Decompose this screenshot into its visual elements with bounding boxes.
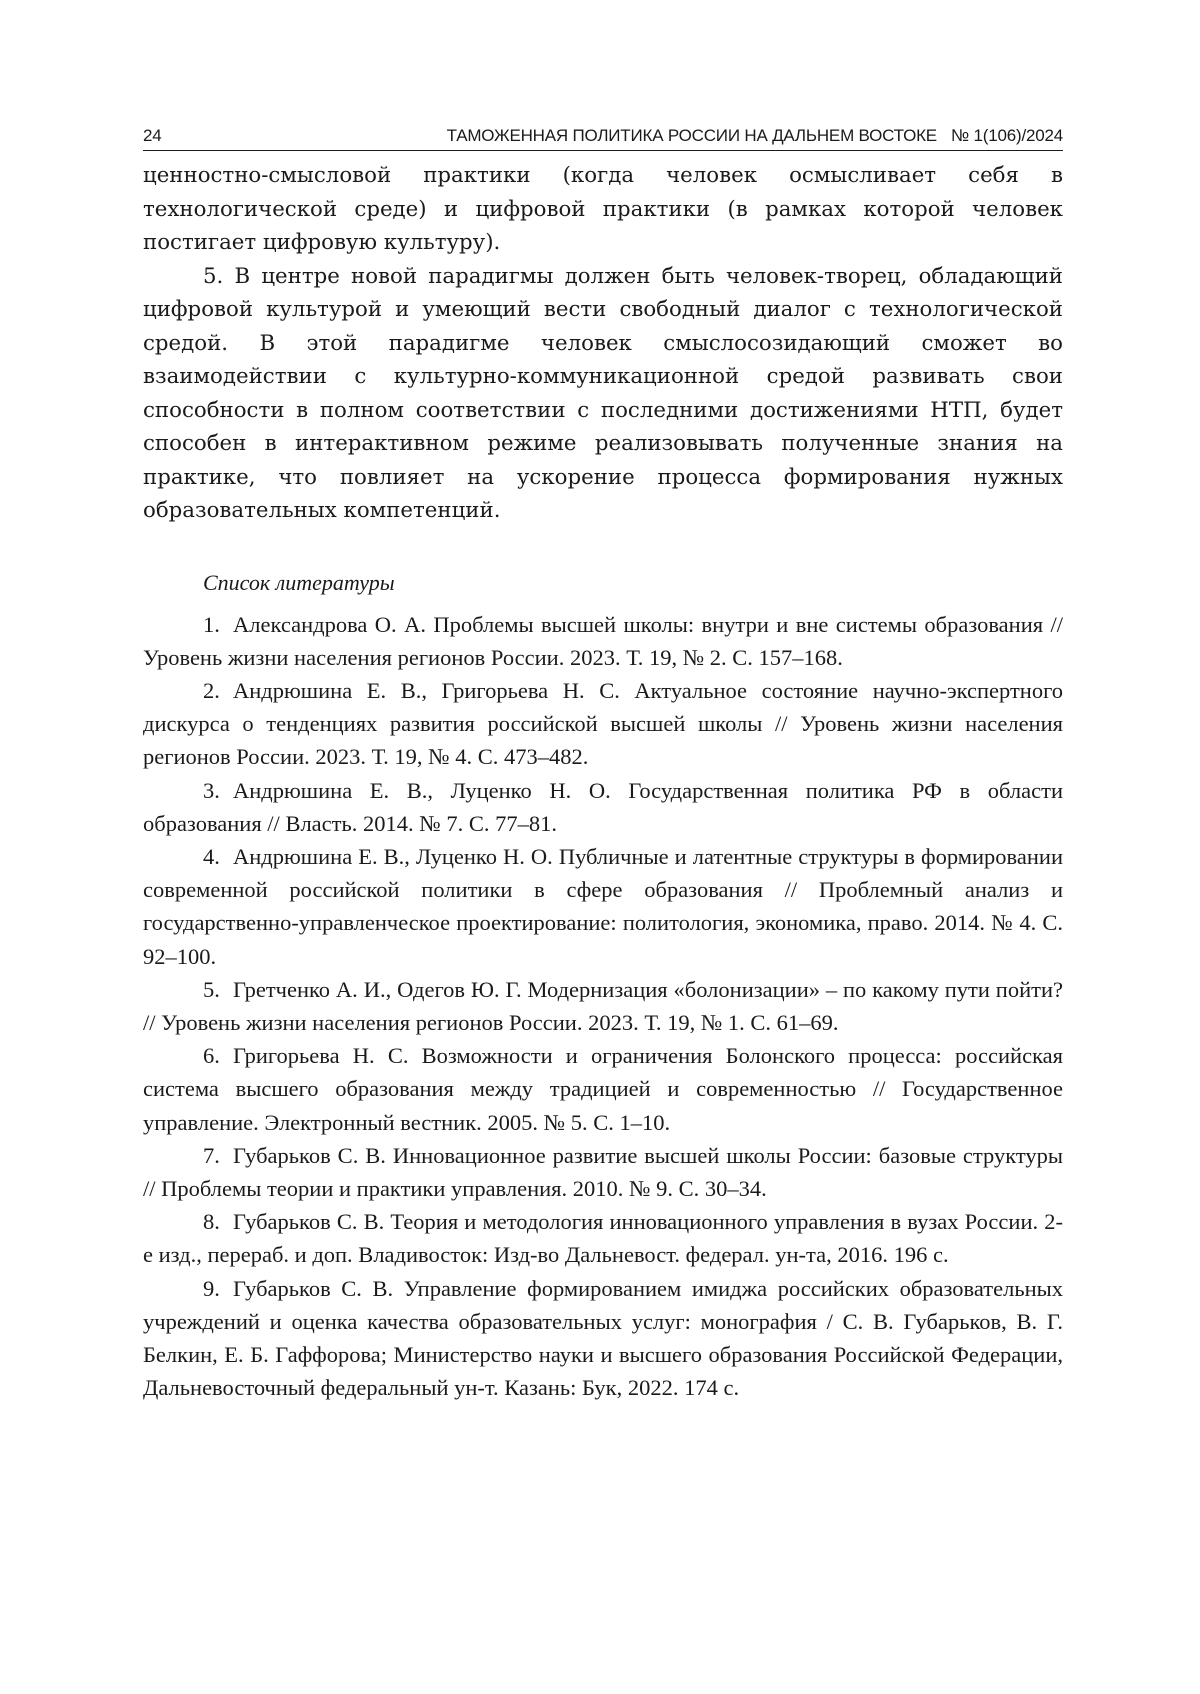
reference-text: Гретченко А. И., Одегов Ю. Г. Модернизация «болонизации» – по какому пути пойти? // Уровень жизни населения регионов России. 2023. Т. 19, № 1. С. 61–69. bbox=[143, 976, 1063, 1035]
reference-item bbox=[143, 1139, 1063, 1205]
body-text bbox=[143, 159, 1063, 528]
reference-number: 5. bbox=[203, 976, 220, 1002]
reference-text: Григорьева Н. С. Возможности и ограничения Болонского процесса: российская система высшего образования между традицией и современностью // Государственное управление. Электронный вестник. 2005. № 5. С. 1–10. bbox=[143, 1043, 1063, 1135]
reference-number: 7. bbox=[203, 1142, 220, 1168]
reference-item bbox=[143, 840, 1063, 973]
page bbox=[143, 126, 1063, 1404]
reference-number: 2. bbox=[203, 677, 220, 703]
reference-number: 1. bbox=[203, 611, 220, 637]
reference-item bbox=[143, 674, 1063, 774]
journal-title: ТАМОЖЕННАЯ ПОЛИТИКА РОССИИ НА ДАЛЬНЕМ ВОСТОКЕ bbox=[446, 126, 937, 145]
reference-item bbox=[143, 608, 1063, 674]
page-number: 24 bbox=[143, 126, 162, 145]
reference-text: Александрова О. А. Проблемы высшей школы: внутри и вне системы образования // Уровень жизни населения регионов России. 2023. Т. 19, № 2. С. 157–168. bbox=[143, 611, 1063, 670]
body-paragraph-1: ценностно-смысловой практики (когда человек осмысливает себя в технологической среде) и цифровой практики (в рамках которой человек постигает цифровую культуру). bbox=[143, 163, 1063, 255]
header-right bbox=[447, 126, 1063, 146]
reference-item bbox=[143, 1039, 1063, 1139]
reference-text: Губарьков С. В. Управление формированием имиджа российских образовательных учреждений и оценка качества образовательных услуг: монография / С. В. Губарьков, В. Г. Белкин, Е. Б. Гаффорова; Министерство науки и высшего образования Российской Федерации, Дальневосточный федеральный ун-т. Казань: Бук, 2022. 174 с. bbox=[143, 1275, 1063, 1401]
reference-text: Губарьков С. В. Инновационное развитие высшей школы России: базовые структуры // Проблемы теории и практики управления. 2010. № 9. С. 30–34. bbox=[143, 1142, 1063, 1201]
reference-text: Андрюшина Е. В., Луценко Н. О. Государственная политика РФ в области образования // Власть. 2014. № 7. С. 77–81. bbox=[143, 777, 1063, 836]
reference-text: Андрюшина Е. В., Луценко Н. О. Публичные и латентные структуры в формировании современной российской политики в сфере образования // Проблемный анализ и государственно-управленческое проектирование: политология, экономика, право. 2014. № 4. С. 92–100. bbox=[143, 843, 1063, 969]
reference-text: Губарьков С. В. Теория и методология инновационного управления в вузах России. 2-е изд., перераб. и доп. Владивосток: Изд-во Дальневост. федерал. ун-та, 2016. 196 с. bbox=[143, 1209, 1063, 1268]
reference-number: 8. bbox=[203, 1209, 220, 1235]
references-list bbox=[143, 608, 1063, 1405]
reference-item bbox=[143, 973, 1063, 1039]
reference-item bbox=[143, 1205, 1063, 1271]
issue-number: № 1(106)/2024 bbox=[950, 126, 1063, 145]
reference-number: 6. bbox=[203, 1043, 220, 1069]
body-paragraph-2: 5. В центре новой парадигмы должен быть человек-творец, обладающий цифровой культурой и умеющий вести свободный диалог с технологической средой. В этой парадигме человек смыслосозидающий сможет во взаимодействии с культурно-коммуникационной средой развивать свои способности в полном соответствии с последними достижениями НТП, будет способен в интерактивном режиме реализовывать полученные знания на практике, что повлияет на ускорение процесса формирования нужных образовательных компетенций. bbox=[143, 263, 1063, 523]
reference-number: 3. bbox=[203, 777, 220, 803]
reference-number: 9. bbox=[203, 1275, 220, 1301]
running-header bbox=[143, 126, 1063, 151]
reference-number: 4. bbox=[203, 843, 220, 869]
reference-item bbox=[143, 1272, 1063, 1405]
reference-item bbox=[143, 774, 1063, 840]
reference-text: Андрюшина Е. В., Григорьева Н. С. Актуальное состояние научно-экспертного дискурса о тенденциях развития российской высшей школы // Уровень жизни населения регионов России. 2023. Т. 19, № 4. С. 473–482. bbox=[143, 677, 1063, 770]
references-title: Список литературы bbox=[203, 569, 395, 595]
